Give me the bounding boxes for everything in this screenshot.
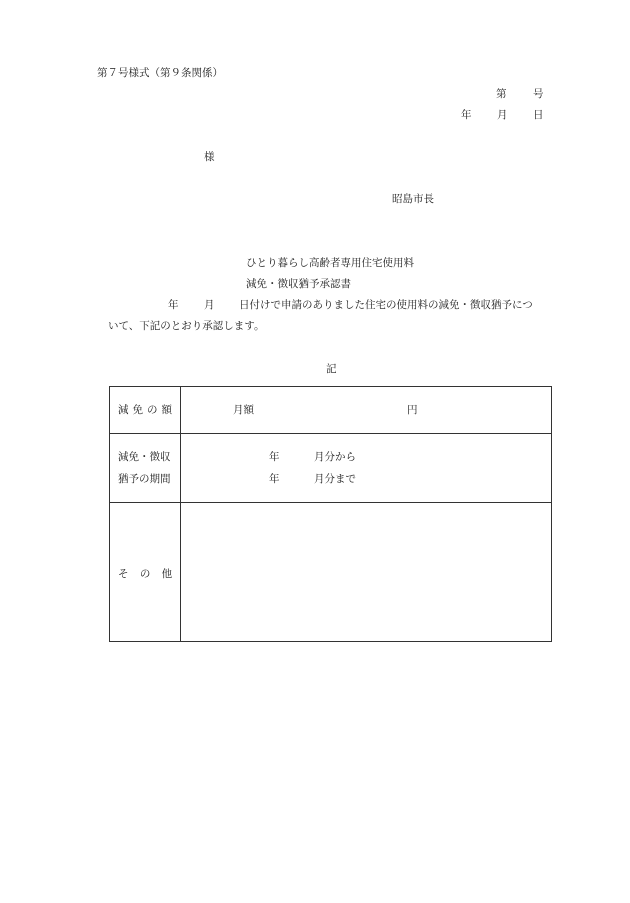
period-from-year: 年 (269, 451, 280, 463)
table-row-divider-1 (110, 433, 551, 434)
period-label-line1: 減免・徴収 (118, 451, 171, 463)
monthly-amount-label: 月額 (233, 404, 254, 416)
period-to-month: 月分まで (314, 473, 356, 485)
addressee-suffix: 様 (204, 151, 215, 163)
body-line2-text: いて、下記のとおり承認します。 (108, 320, 265, 332)
ki-heading: 記 (326, 363, 337, 375)
document-number-prefix: 第 (496, 88, 507, 100)
body-month: 月 (204, 299, 215, 311)
date-day: 日 (533, 109, 544, 121)
period-to-year: 年 (269, 473, 280, 485)
form-number: 第７号様式（第９条関係） (97, 67, 223, 79)
approval-details-table (109, 386, 552, 642)
issuer-name: 昭島市長 (392, 193, 434, 205)
document-title-line1: ひとり暮らし高齢者専用住宅使用料 (246, 257, 414, 269)
date-month: 月 (497, 109, 508, 121)
reduction-amount-label: 減免の額 (118, 404, 176, 416)
other-label: そ の 他 (118, 568, 177, 580)
document-title-line2: 減免・徴収猶予承認書 (246, 278, 351, 290)
table-row-divider-2 (110, 502, 551, 503)
document-number-suffix: 号 (533, 88, 544, 100)
body-year: 年 (168, 299, 179, 311)
table-column-divider (180, 387, 181, 641)
period-label-line2: 猶予の期間 (118, 473, 171, 485)
yen-unit: 円 (407, 404, 418, 416)
period-from-month: 月分から (314, 451, 356, 463)
body-line1-text: 日付けで申請のありました住宅の使用料の減免・徴収猶予につ (239, 299, 533, 311)
date-year: 年 (461, 109, 472, 121)
